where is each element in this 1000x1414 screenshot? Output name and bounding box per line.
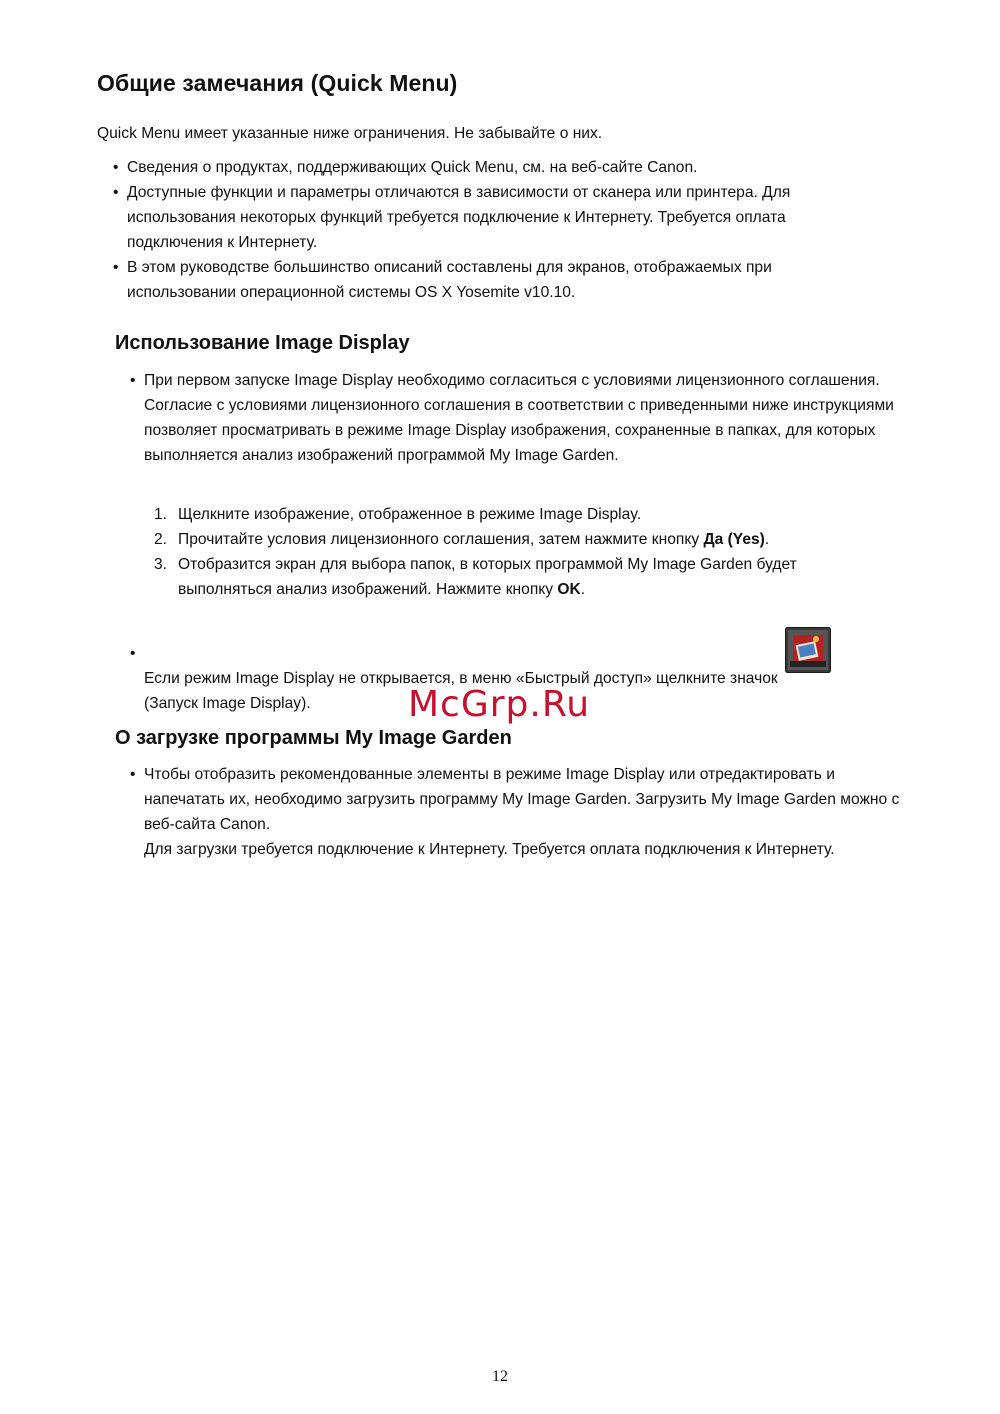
list-item xyxy=(130,368,909,468)
intro-text: Quick Menu имеет указанные ниже ограничения. Не забывайте о них. xyxy=(97,125,603,142)
step-text: Отобразится экран для выбора папок, в которых программой My Image Garden будет выполняться анализ изображений. Нажмите кнопку xyxy=(178,556,797,598)
list-item-text: Доступные функции и параметры отличаются в зависимости от сканера или принтера. Для использования некоторых функций требуется подключение к Интернету. Требуется оплата подключения к Интернету. xyxy=(127,184,791,251)
bullet: • xyxy=(130,645,136,662)
step-number: 1. xyxy=(154,506,168,523)
bullet: • xyxy=(113,184,119,201)
bullet: • xyxy=(130,766,136,783)
list-item-text: В этом руководстве большинство описаний составлены для экранов, отображаемых при использовании операционной системы OS X Yosemite v10.10. xyxy=(127,259,772,301)
step-text: Щелкните изображение, отображенное в режиме Image Display. xyxy=(178,506,642,523)
ok-button-label: OK xyxy=(557,581,581,598)
image-display-list xyxy=(130,368,909,468)
bullet: • xyxy=(113,159,119,176)
step-text: Прочитайте условия лицензионного соглашения, затем нажмите кнопку xyxy=(178,531,704,548)
step-item xyxy=(154,502,878,527)
step-punct: . xyxy=(764,531,770,548)
list-item-text: Если режим Image Display не открывается, в меню «Быстрый доступ» щелкните значок xyxy=(144,670,778,687)
step-item xyxy=(154,527,878,552)
bullet: • xyxy=(130,372,136,389)
license-steps-list xyxy=(154,502,878,602)
list-item-text: Для загрузки требуется подключение к Интернету. Требуется оплата подключения к Интернету. xyxy=(144,841,835,858)
general-notes-list xyxy=(113,155,867,305)
bullet: • xyxy=(113,259,119,276)
page-title: Общие замечания (Quick Menu) xyxy=(97,70,458,96)
list-item xyxy=(113,180,862,255)
yes-button-label: Да (Yes) xyxy=(703,531,765,548)
step-item xyxy=(154,552,878,602)
step-number: 2. xyxy=(154,531,168,548)
list-item-text: (Запуск Image Display). xyxy=(144,695,311,712)
list-item xyxy=(113,155,867,180)
watermark: McGrp.Ru xyxy=(408,684,591,725)
list-item xyxy=(113,255,837,305)
list-item xyxy=(130,762,914,862)
image-display-launch-icon xyxy=(785,627,829,671)
section-heading-image-display: Использование Image Display xyxy=(115,332,410,354)
list-item-text: Сведения о продуктах, поддерживающих Quick Menu, см. на веб-сайте Canon. xyxy=(127,159,698,176)
my-image-garden-list xyxy=(130,762,914,862)
list-item-text: Чтобы отобразить рекомендованные элементы в режиме Image Display или отредактировать и напечатать их, необходимо загрузить программу My Image Garden. Загрузить My Image Garden можно с веб-сайта Canon. xyxy=(144,766,900,833)
list-item-text: При первом запуске Image Display необходимо согласиться с условиями лицензионного соглашения. Согласие с условиями лицензионного соглашения в соответствии с приведенными ниже инструкциями позволяет просматривать в режиме Image Display изображения, сохраненные в папках, для которых выполняется анализ изображений программой My Image Garden. xyxy=(144,372,894,464)
step-number: 3. xyxy=(154,556,168,573)
step-punct: . xyxy=(580,581,586,598)
section-heading-my-image-garden: О загрузке программы My Image Garden xyxy=(115,727,512,749)
page-number: 12 xyxy=(492,1368,508,1385)
